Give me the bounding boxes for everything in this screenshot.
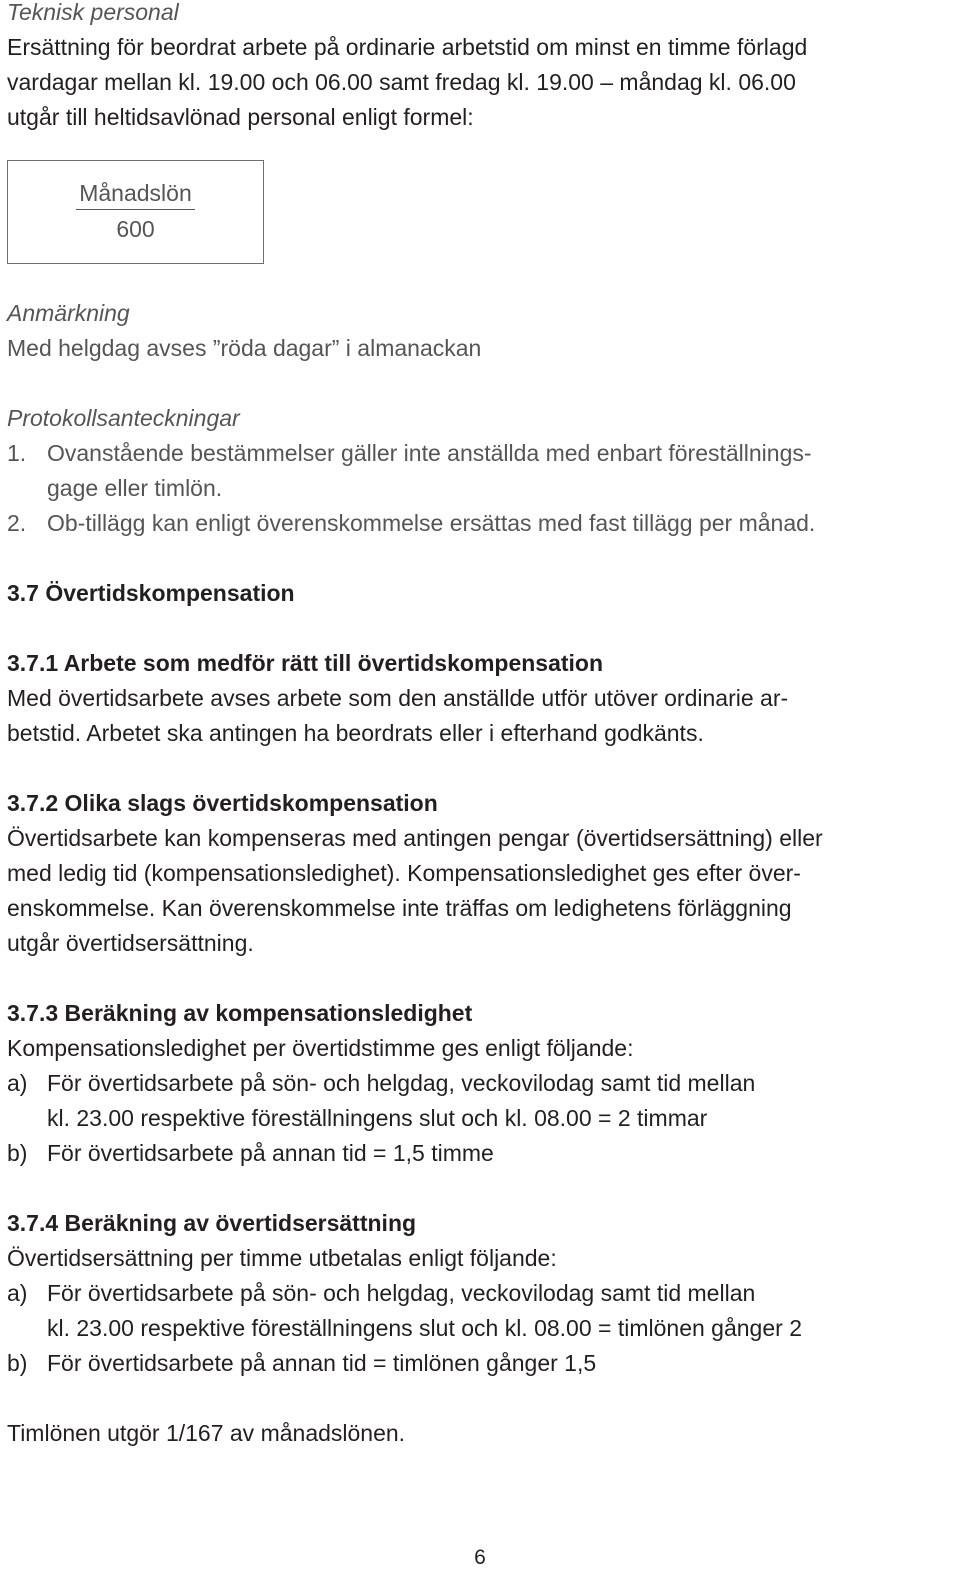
section-3-7-4-heading: 3.7.4 Beräkning av övertidsersättning <box>7 1210 417 1236</box>
section-3-7-2-line-1: Övertidsarbete kan kompenseras med antingen pengar (övertidsersättning) eller <box>7 825 823 851</box>
list-marker: 1. <box>7 440 27 466</box>
list-line: kl. 23.00 respektive föreställningens slut och kl. 08.00 = 2 timmar <box>47 1105 708 1131</box>
teknisk-line-2: vardagar mellan kl. 19.00 och 06.00 samt fredag kl. 19.00 – måndag kl. 06.00 <box>7 69 796 95</box>
teknisk-line-1: Ersättning för beordrat arbete på ordinarie arbetstid om minst en timme förlagd <box>7 34 808 60</box>
section-3-7-4-item-b <box>7 1346 952 1381</box>
section-3-7-2-line-4: utgår övertidsersättning. <box>7 930 254 956</box>
spacer <box>7 366 952 401</box>
section-3-7-3-heading: 3.7.3 Beräkning av kompensationsledighet <box>7 1000 473 1026</box>
list-line: Ob-tillägg kan enligt överenskommelse ersättas med fast tillägg per månad. <box>47 510 816 536</box>
list-line: gage eller timlön. <box>47 475 223 501</box>
protokoll-item-2 <box>7 506 952 541</box>
list-line: För övertidsarbete på sön- och helgdag, veckovilodag samt tid mellan <box>47 1070 756 1096</box>
teknisk-heading: Teknisk personal <box>7 0 179 25</box>
section-3-7-3-item-a <box>7 1066 952 1136</box>
document-page <box>7 0 952 1451</box>
spacer <box>7 611 952 646</box>
page-number: 6 <box>474 1546 486 1569</box>
section-3-7-1-line-2: betstid. Arbetet ska antingen ha beordrats eller i efterhand godkänts. <box>7 720 704 746</box>
list-marker: a) <box>7 1280 28 1306</box>
anmarkning-text: Med helgdag avses ”röda dagar” i almanackan <box>7 335 482 361</box>
section-3-7-heading: 3.7 Övertidskompensation <box>7 580 295 606</box>
section-3-7-3-item-b <box>7 1136 952 1171</box>
list-line: För övertidsarbete på annan tid = 1,5 timme <box>47 1140 494 1166</box>
spacer <box>7 1381 952 1416</box>
spacer <box>7 751 952 786</box>
list-line: Ovanstående bestämmelser gäller inte anställda med enbart föreställnings- <box>47 440 812 466</box>
protokoll-heading: Protokollsanteckningar <box>7 405 240 431</box>
list-content <box>47 1066 952 1136</box>
protokoll-item-1 <box>7 436 952 506</box>
spacer <box>7 1171 952 1206</box>
timlon-text: Timlönen utgör 1/167 av månadslönen. <box>7 1420 406 1446</box>
list-marker: b) <box>7 1350 28 1376</box>
list-marker: b) <box>7 1140 28 1166</box>
list-marker: 2. <box>7 510 27 536</box>
section-3-7-3-intro: Kompensationsledighet per övertidstimme ges enligt följande: <box>7 1035 634 1061</box>
formula-box <box>7 160 264 264</box>
section-3-7-2-line-3: enskommelse. Kan överenskommelse inte träffas om ledighetens förläggning <box>7 895 792 921</box>
section-3-7-4-intro: Övertidsersättning per timme utbetalas enligt följande: <box>7 1245 557 1271</box>
spacer <box>7 961 952 996</box>
section-3-7-1-heading: 3.7.1 Arbete som medför rätt till övertidskompensation <box>7 650 604 676</box>
list-line: För övertidsarbete på sön- och helgdag, veckovilodag samt tid mellan <box>47 1280 756 1306</box>
list-content <box>47 1276 952 1346</box>
section-3-7-2-line-2: med ledig tid (kompensationsledighet). Kompensationsledighet ges efter över- <box>7 860 801 886</box>
section-3-7-1-line-1: Med övertidsarbete avses arbete som den anställde utför utöver ordinarie ar- <box>7 685 789 711</box>
teknisk-line-3: utgår till heltidsavlönad personal enligt formel: <box>7 104 474 130</box>
anmarkning-heading: Anmärkning <box>7 300 130 326</box>
list-marker: a) <box>7 1070 28 1096</box>
list-line: För övertidsarbete på annan tid = timlönen gånger 1,5 <box>47 1350 597 1376</box>
spacer <box>7 541 952 576</box>
list-line: kl. 23.00 respektive föreställningens slut och kl. 08.00 = timlönen gånger 2 <box>47 1315 802 1341</box>
section-3-7-4-item-a <box>7 1276 952 1346</box>
list-content <box>47 436 952 506</box>
formula-numerator: Månadslön <box>76 177 195 210</box>
section-3-7-2-heading: 3.7.2 Olika slags övertidskompensation <box>7 790 438 816</box>
formula-denominator: 600 <box>116 215 155 242</box>
